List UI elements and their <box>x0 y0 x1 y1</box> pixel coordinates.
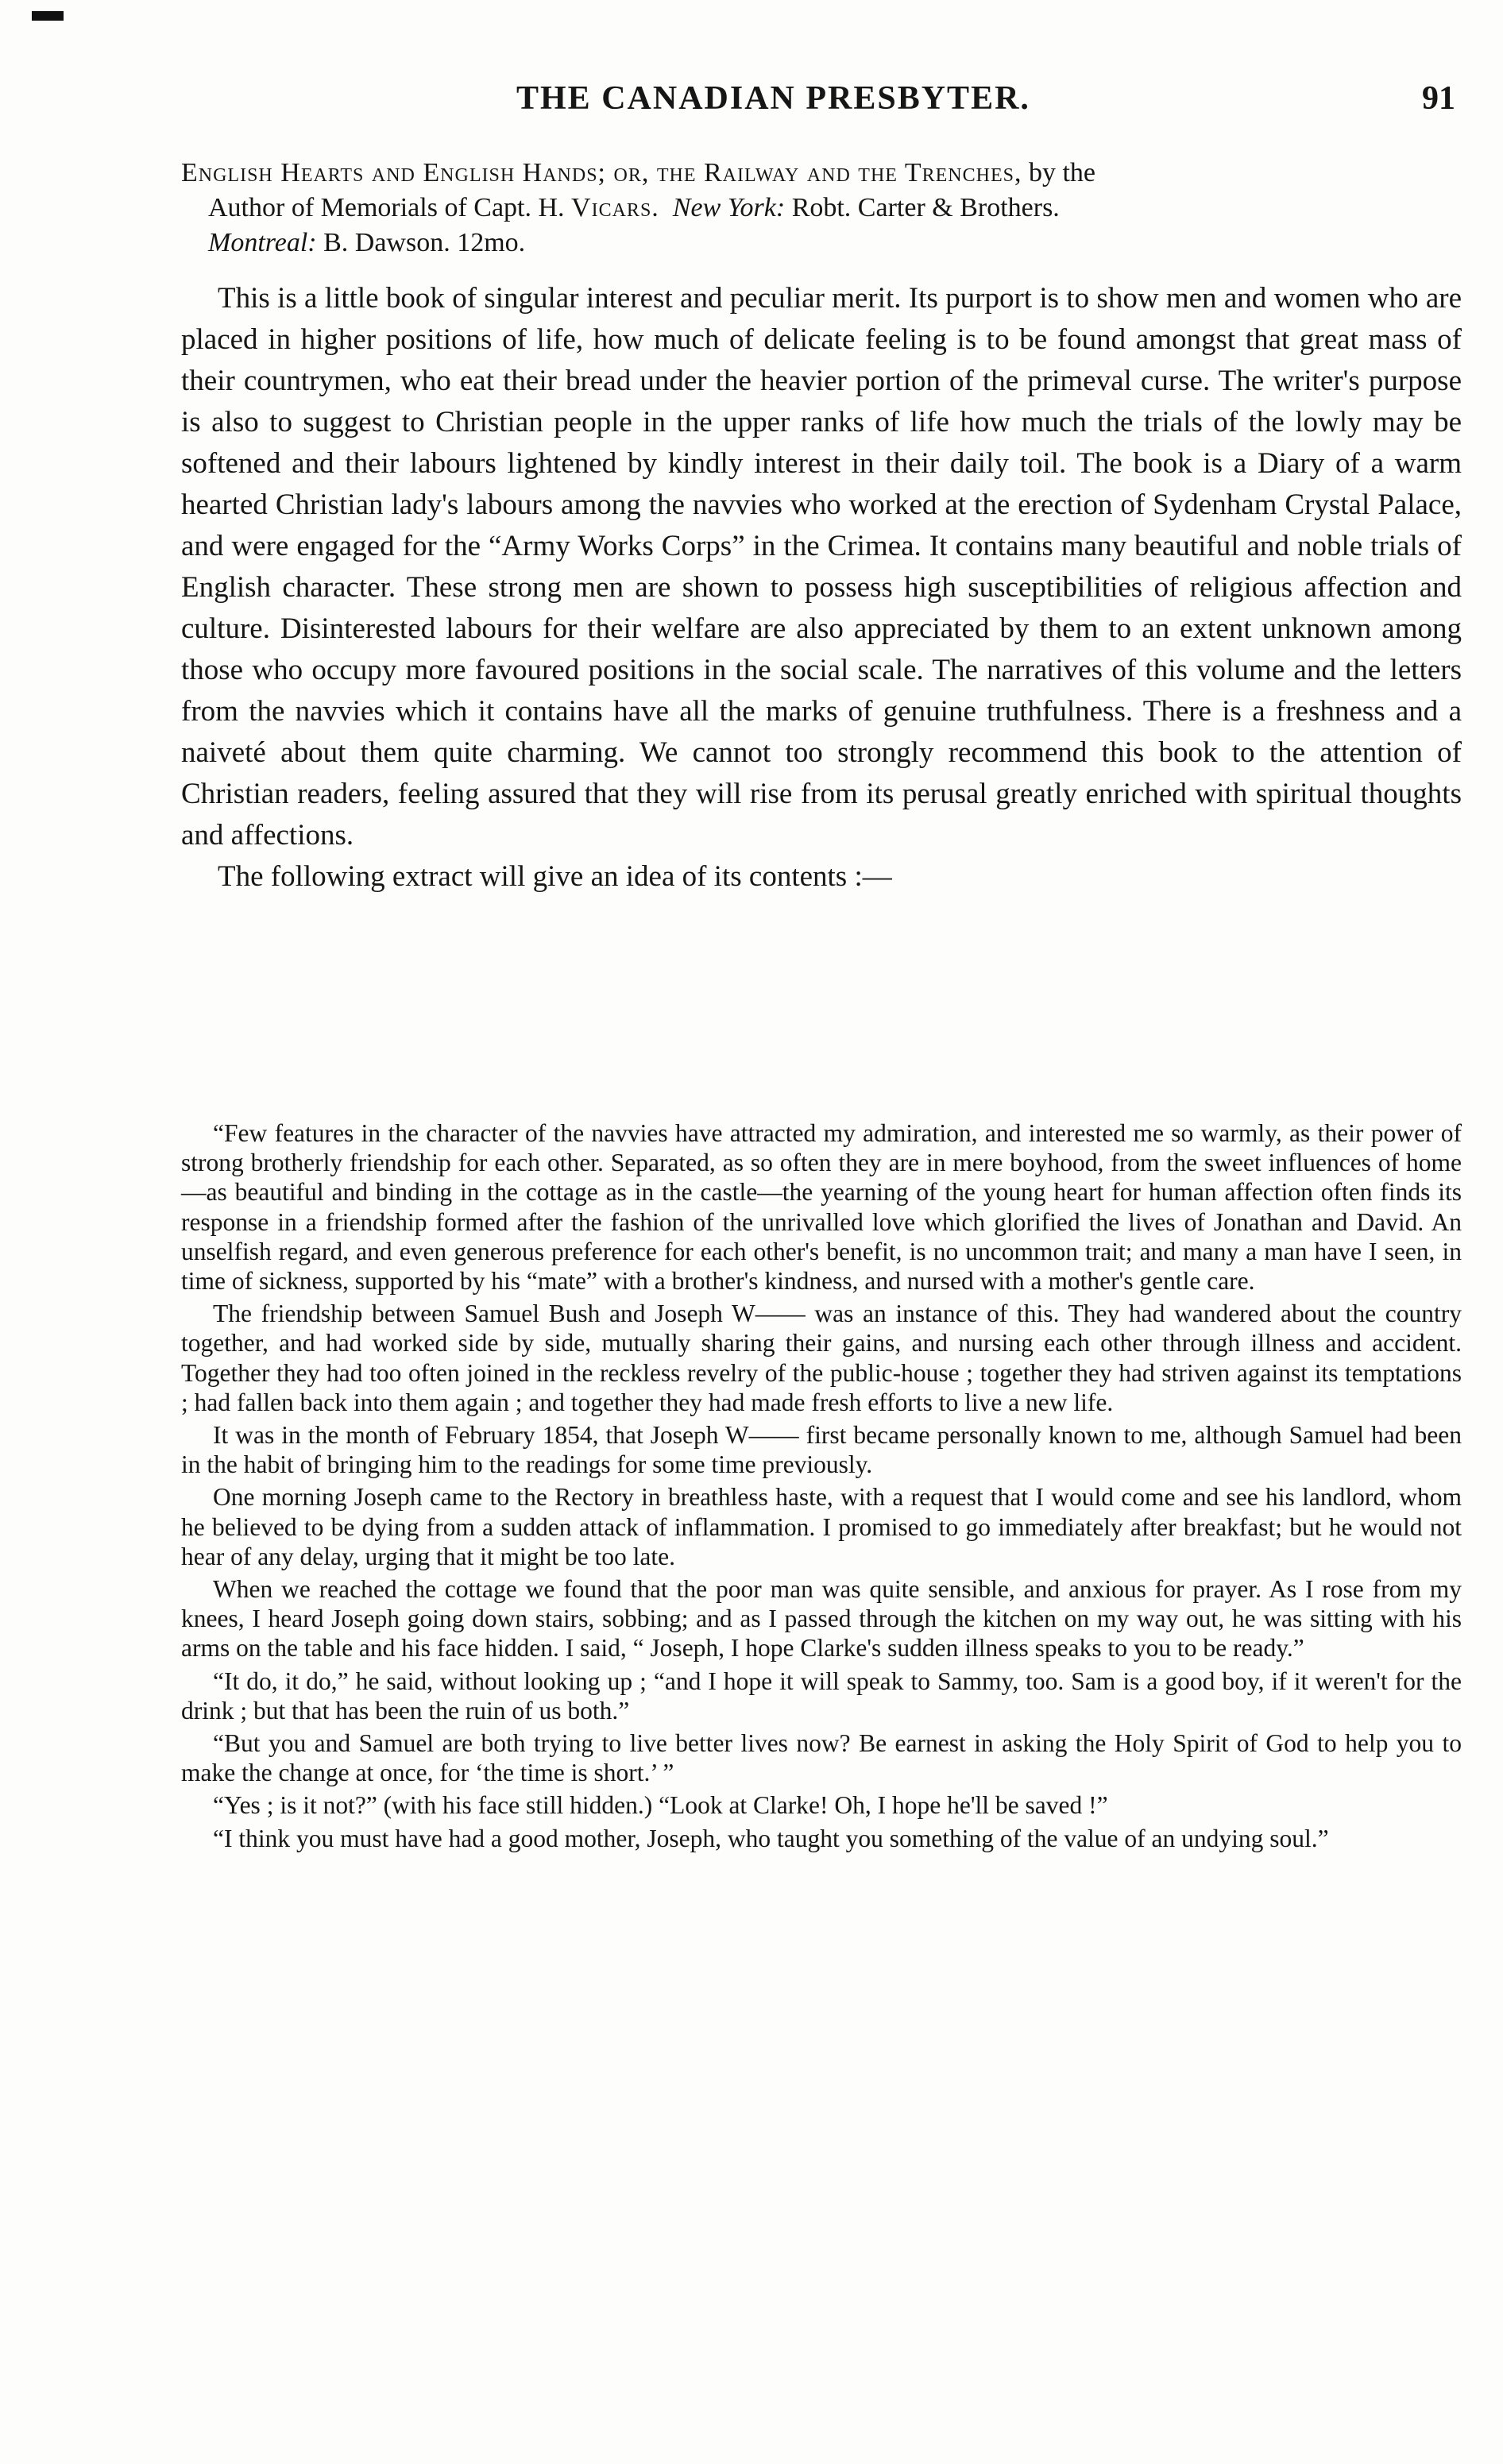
book-author: Author of Memorials of Capt. H. <box>208 193 572 222</box>
review-paragraph: The following extract will give an idea of its contents :— <box>218 860 892 893</box>
extract-paragraph: “But you and Samuel are both trying to live better lives now? Be earnest in asking the Holy Spirit of God to help you to make the change at once, for ‘the time is short.’ ” <box>181 1729 1462 1787</box>
margin-mark <box>32 11 64 21</box>
page-number: 91 <box>1422 80 1455 117</box>
running-header <box>175 79 1455 127</box>
book-author-name: Vicars. <box>571 193 659 222</box>
extract-paragraph: It was in the month of February 1854, that Joseph W—— first became personally known to me, although Samuel had been in the habit of bringing him to the readings for some time previously. <box>181 1421 1462 1479</box>
book-notice <box>181 156 1468 261</box>
book-title: English Hearts and English Hands; or, the Railway and the Trenches, <box>181 158 1022 187</box>
extract-paragraph: One morning Joseph came to the Rectory in breathless haste, with a request that I would come and see his landlord, whom he believed to be dying from a sudden attack of inflammation. I promised to go immediately after breakfast; but he would not hear of any delay, urging that it might be too late. <box>181 1483 1462 1570</box>
publisher-1: Robt. Carter & Brothers. <box>785 193 1060 222</box>
publisher-place-2: Montreal: <box>208 228 317 257</box>
extract-paragraph: When we reached the cottage we found that the poor man was quite sensible, and anxious for prayer. As I rose from my knees, I heard Joseph going down stairs, sobbing; and as I passed through the kitchen on my way out, he was sitting with his arms on the table and his face hidden. I said, “ Joseph, I hope Clarke's sudden illness speaks to you to be ready.” <box>181 1575 1462 1663</box>
extract-paragraph: “I think you must have had a good mother, Joseph, who taught you something of the value of an undying soul.” <box>213 1824 1329 1852</box>
extract-paragraph: “Few features in the character of the navvies have attracted my admiration, and interested me so warmly, as their power of strong brotherly friendship for each other. Separated, as so often they are in mere boyhood, from the sweet influences of home—as beautiful and binding in the cottage as in the castle—the yearning of the young heart for human affection often finds its response in a friendship formed after the fashion of the unrivalled love which glorified the lives of Jonathan and David. An unselfish regard, and even generous preference for each other's benefit, is no uncommon trait; and many a man have I seen, in time of sickness, supported by his “mate” with a brother's kindness, and nursed with a mother's gentle care. <box>181 1119 1462 1296</box>
extract-paragraph: “It do, it do,” he said, without looking up ; “and I hope it will speak to Sammy, too. Sam is a good boy, if it weren't for the drink ; but that has been the ruin of us both.” <box>181 1666 1462 1724</box>
book-notice-line-3 <box>181 226 1468 261</box>
publisher-place-1: New York: <box>672 193 786 222</box>
journal-title: THE CANADIAN PRESBYTER. <box>516 80 1030 117</box>
book-notice-line-2 <box>181 191 1468 226</box>
book-byline: by the <box>1022 158 1096 187</box>
publisher-2: B. Dawson. 12mo. <box>316 228 526 257</box>
book-notice-line-1 <box>181 156 1468 191</box>
review-paragraph: This is a little book of singular interest and peculiar merit. Its purport is to show men and women who are placed in higher positions of life, how much of delicate feeling is to be found amongst that great mass of their countrymen, who eat their bread under the heavier portion of the primeval curse. The writer's purpose is also to suggest to Christian people in the upper ranks of life how much the trials of the lowly may be softened and their labours lightened by kindly interest in their daily toil. The book is a Diary of a warm hearted Christian lady's labours among the navvies who worked at the erection of Sydenham Crystal Palace, and were engaged for the “Army Works Corps” in the Crimea. It contains many beautiful and noble trials of English character. These strong men are shown to possess high susceptibilities of religious affection and culture. Disinterested labours for their welfare are also appreciated by them to an extent unknown among those who occupy more favoured positions in the social scale. The narratives of this volume and the letters from the navvies which it contains have all the marks of genuine truthfulness. There is a freshness and a naiveté about them quite charming. We cannot too strongly recommend this book to the attention of Christian readers, feeling assured that they will rise from its perusal greatly enriched with spiritual thoughts and affections. <box>181 282 1462 852</box>
extract-paragraph: “Yes ; is it not?” (with his face still hidden.) “Look at Clarke! Oh, I hope he'll be saved !” <box>213 1791 1108 1820</box>
review-body <box>181 278 1462 898</box>
extract-quotation <box>181 1118 1462 1856</box>
extract-paragraph: The friendship between Samuel Bush and Joseph W—— was an instance of this. They had wandered about the country together, and had worked side by side, mutually sharing their gains, and nursing each other through illness and accident. Together they had too often joined in the reckless revelry of the public-house ; together they had striven against its temptations ; had fallen back into them again ; and together they had made fresh efforts to live a new life. <box>181 1300 1462 1416</box>
